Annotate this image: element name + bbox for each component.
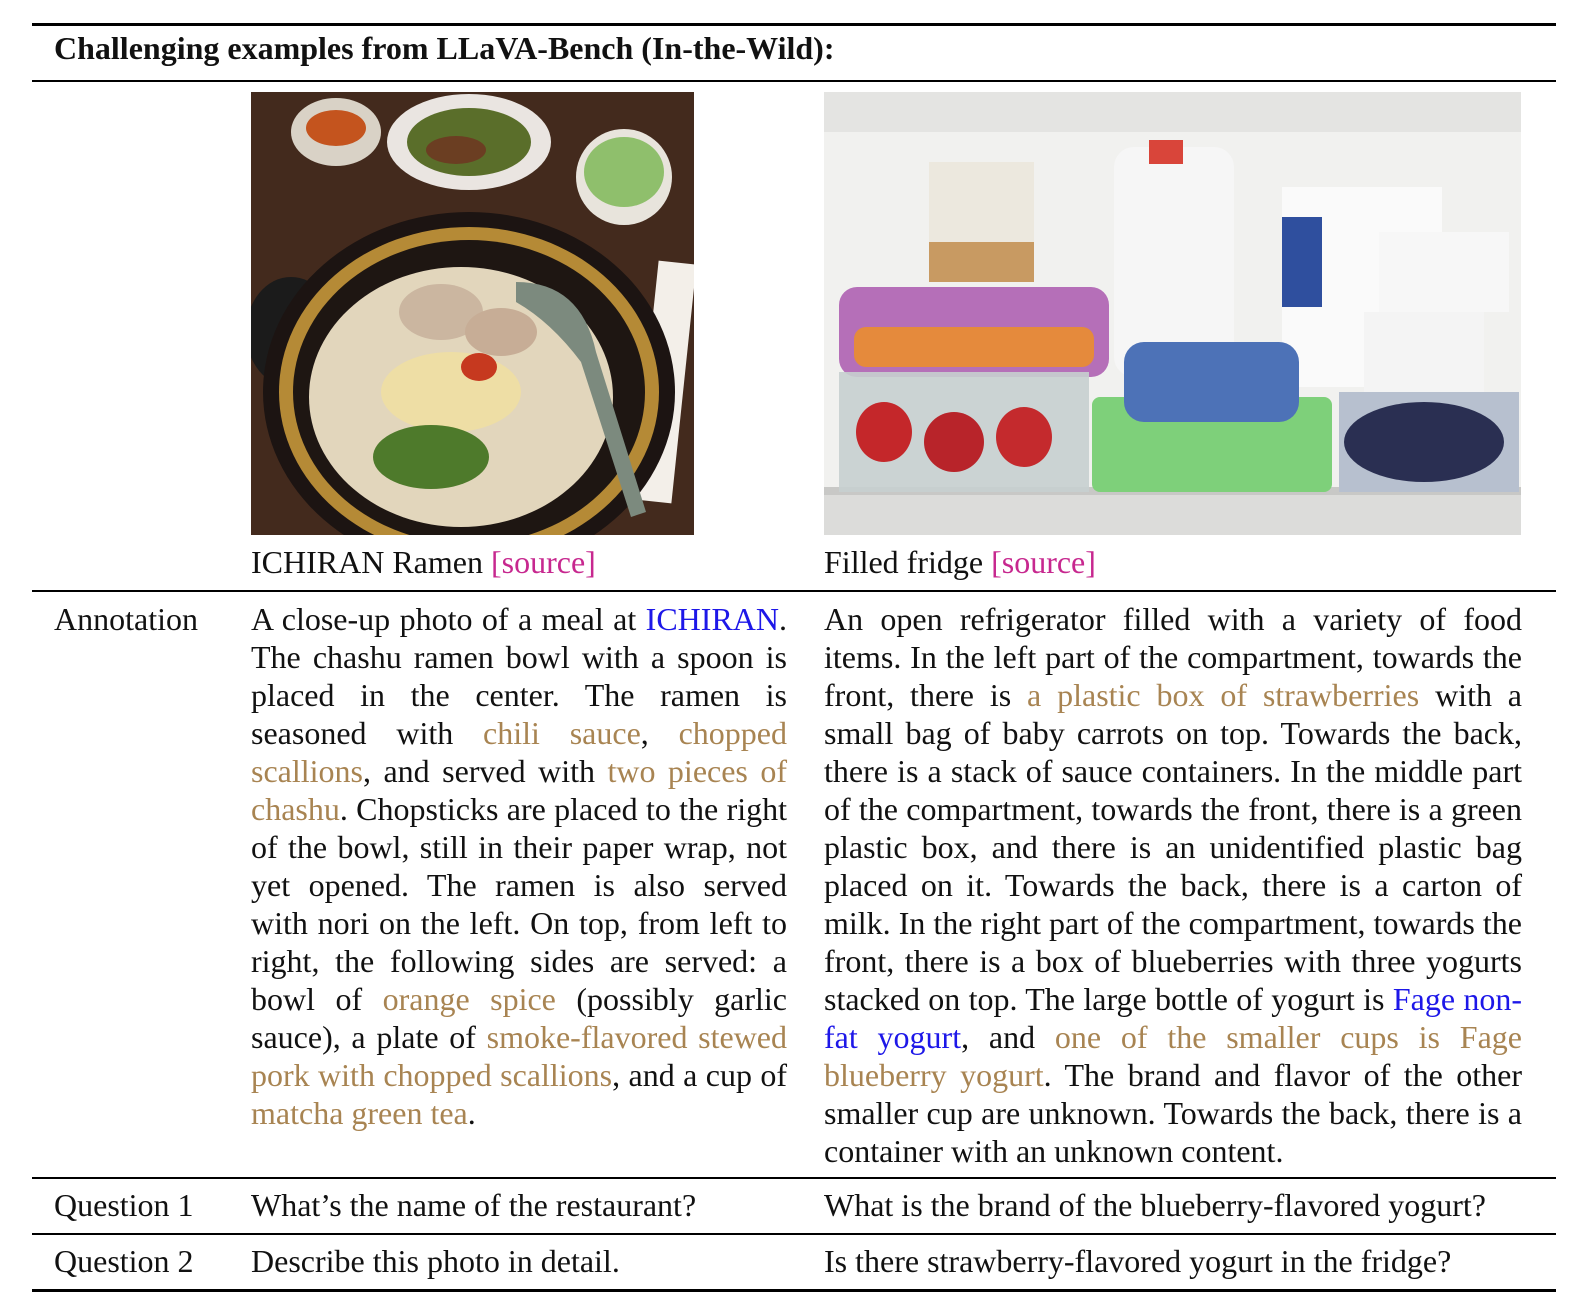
annotation-highlight: one of the smaller cups is Fage blueberry yogurt [824, 1019, 1523, 1093]
annotation-text: (possibly garlic sauce), a plate of [251, 981, 787, 1055]
caption-text: ICHIRAN Ramen [251, 544, 491, 580]
top-rule [32, 23, 1556, 26]
annotation-highlight: matcha green tea [251, 1095, 468, 1131]
ramen-annotation [251, 600, 787, 1132]
fridge-question1: What is the brand of the blueberry-flavored yogurt? [824, 1187, 1486, 1223]
annotation-rule [32, 1177, 1556, 1179]
annotation-highlight: smoke-flavored stewed pork with chopped scallions [251, 1019, 788, 1093]
question2-label: Question 2 [54, 1243, 194, 1279]
annotation-text: . Chopsticks are placed to the right of the bowl, still in their paper wrap, not yet opened. The ramen is also served with nori on the left. On top, from left to right, the following sides are served: a bowl of [251, 791, 787, 1017]
source-link[interactable]: source [501, 544, 586, 580]
annotation-text: . [467, 1095, 476, 1131]
annotation-highlight: orange spice [382, 981, 556, 1017]
annotation-highlight: a plastic box of strawberries [1027, 677, 1420, 713]
caption-close-bracket: ] [1085, 544, 1096, 580]
annotation-text: , [640, 715, 679, 751]
annotation-text: , and served with [362, 753, 608, 789]
question1-label: Question 1 [54, 1187, 194, 1223]
fridge-annotation [824, 600, 1522, 1170]
annotation-text: A close-up photo of a meal at [251, 601, 646, 637]
caption-text: Filled fridge [824, 544, 992, 580]
annotation-link[interactable]: ICHIRAN [645, 601, 779, 637]
ramen-question2: Describe this photo in detail. [251, 1243, 620, 1279]
fridge-caption [824, 543, 1522, 581]
annotation-text: , and a cup of [612, 1057, 788, 1093]
table-title: Challenging examples from LLaVA-Bench (In-the-Wild): [54, 30, 835, 66]
annotation-text: with a small bag of baby carrots on top. Towards the back, there is a stack of sauce containers. In the middle part of the compartment, towards the front, there is a green plastic box, and there is an unidentified plastic bag placed on it. Towards the back, there is a carton of milk. In the right part of the compartment, towards the front, there is a box of blueberries with three yogurts stacked on top. The large bottle of yogurt is [824, 677, 1523, 1017]
annotation-highlight: chopped scallions [251, 715, 787, 789]
annotation-text: , and [961, 1019, 1055, 1055]
annotation-link[interactable]: Fage non-fat yogurt [824, 981, 1523, 1055]
annotation-text: . The chashu ramen bowl with a spoon is placed in the center. The ramen is seasoned with [251, 601, 787, 751]
annotation-text: An open refrigerator filled with a variety of food items. In the left part of the compartment, towards the front, there is [824, 601, 1522, 713]
fridge-question2: Is there strawberry-flavored yogurt in the fridge? [824, 1243, 1452, 1279]
caption-open-bracket: [ [490, 544, 502, 580]
annotation-label: Annotation [54, 601, 198, 637]
ramen-question1: What’s the name of the restaurant? [251, 1187, 697, 1223]
annotation-highlight: chili sauce [483, 715, 641, 751]
fridge-photo [824, 92, 1521, 535]
header-rule [32, 80, 1556, 82]
question1-rule [32, 1233, 1556, 1235]
bottom-rule [32, 1289, 1556, 1292]
caption-open-bracket: [ [991, 544, 1002, 580]
ramen-photo [251, 92, 694, 535]
ramen-caption [251, 543, 787, 581]
source-link[interactable]: source [1001, 544, 1086, 580]
caption-close-bracket: ] [585, 544, 596, 580]
annotation-text: . The brand and flavor of the other smaller cup are unknown. Towards the back, there is a container with an unknown content. [824, 1057, 1523, 1169]
annotation-highlight: two pieces of chashu [251, 753, 788, 827]
caption-rule [32, 590, 1556, 592]
